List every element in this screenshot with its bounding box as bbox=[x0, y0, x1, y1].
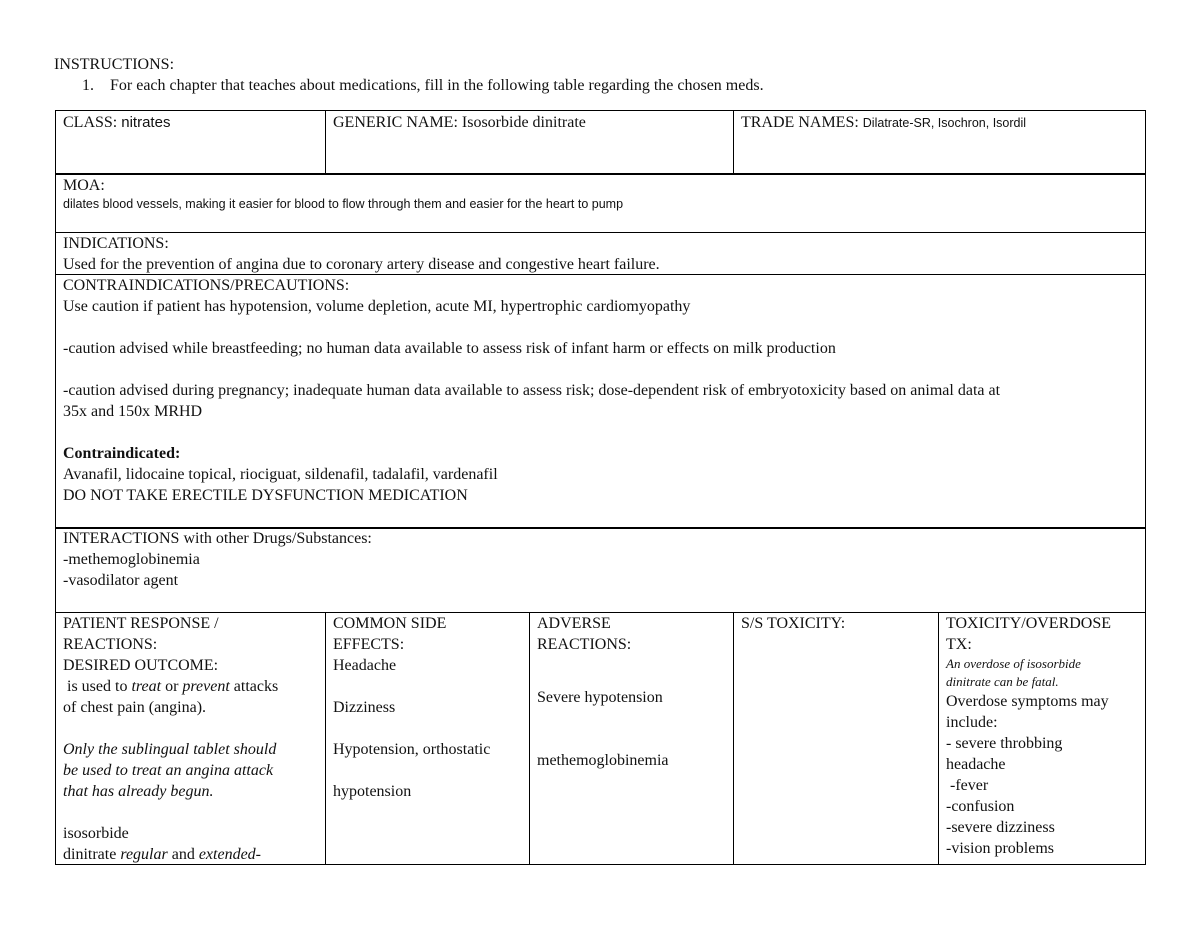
patient-response-label: REACTIONS: bbox=[63, 636, 158, 653]
overdose-label: TOXICITY/OVERDOSE bbox=[946, 615, 1112, 632]
overdose-symptoms-intro: Overdose symptoms may bbox=[946, 693, 1109, 710]
overdose-warning: dinitrate can be fatal. bbox=[946, 674, 1059, 689]
class-cell bbox=[55, 112, 325, 133]
toxicity-cell bbox=[733, 613, 938, 634]
moa-cell bbox=[55, 175, 1146, 212]
overdose-symptom: - severe throbbing bbox=[946, 735, 1063, 752]
side-effects-cell bbox=[325, 613, 529, 802]
interactions-label: INTERACTIONS with other Drugs/Substances: bbox=[63, 530, 372, 547]
adverse-reaction-item: methemoglobinemia bbox=[537, 752, 669, 769]
overdose-warning: An overdose of isosorbide bbox=[946, 656, 1081, 671]
sublingual-note: be used to treat an angina attack bbox=[63, 762, 274, 779]
column-divider bbox=[733, 612, 734, 865]
side-effect-item: Hypotension, orthostatic bbox=[333, 741, 491, 758]
moa-label: MOA: bbox=[63, 177, 105, 194]
desired-outcome-text: of chest pain (angina). bbox=[63, 699, 207, 716]
overdose-symptom: -confusion bbox=[946, 798, 1015, 815]
overdose-symptom: -vision problems bbox=[946, 840, 1054, 857]
indications-text: Used for the prevention of angina due to coronary artery disease and congestive heart failure. bbox=[63, 256, 660, 273]
contraindications-line: -caution advised while breastfeeding; no human data available to assess risk of infant harm or effects on milk production bbox=[63, 340, 836, 357]
overdose-symptom: -severe dizziness bbox=[946, 819, 1055, 836]
indications-cell bbox=[55, 233, 1146, 275]
trade-names-label: TRADE NAMES: bbox=[741, 114, 859, 131]
instructions-heading: INSTRUCTIONS: bbox=[54, 56, 175, 73]
class-value: nitrates bbox=[121, 114, 171, 131]
adverse-reactions-cell bbox=[529, 613, 733, 771]
instructions-item bbox=[82, 76, 764, 96]
side-effects-label: EFFECTS: bbox=[333, 636, 405, 653]
moa-text: dilates blood vessels, making it easier for blood to flow through them and easier for the heart to pump bbox=[63, 197, 624, 211]
adverse-reactions-label: REACTIONS: bbox=[537, 636, 632, 653]
side-effect-item: hypotension bbox=[333, 783, 412, 800]
side-effect-item: Headache bbox=[333, 657, 397, 674]
overdose-symptom: -fever bbox=[946, 777, 989, 794]
patient-response-cell bbox=[55, 613, 325, 865]
contraindications-line: 35x and 150x MRHD bbox=[63, 403, 203, 420]
contraindications-line: -caution advised during pregnancy; inadequate human data available to assess risk; dose-dependent risk of embryotoxicity based on animal data at bbox=[63, 382, 1001, 399]
side-effects-label: COMMON SIDE bbox=[333, 615, 447, 632]
instructions-item-number: 1. bbox=[82, 77, 94, 94]
extra-note: isosorbide bbox=[63, 825, 129, 842]
desired-outcome-label: DESIRED OUTCOME: bbox=[63, 657, 219, 674]
trade-names-cell bbox=[733, 112, 1146, 134]
extra-note: dinitrate regular and extended- bbox=[63, 846, 262, 863]
contraindications-cell bbox=[55, 275, 1146, 506]
interaction-item: -vasodilator agent bbox=[63, 572, 179, 589]
trade-names-value: Dilatrate-SR, Isochron, Isordil bbox=[862, 116, 1027, 130]
contraindications-label: CONTRAINDICATIONS/PRECAUTIONS: bbox=[63, 277, 350, 294]
adverse-reaction-item: Severe hypotension bbox=[537, 689, 663, 706]
sublingual-note: Only the sublingual tablet should bbox=[63, 741, 277, 758]
instructions-item-text: For each chapter that teaches about medications, fill in the following table regarding the chosen meds. bbox=[110, 77, 764, 94]
toxicity-label: S/S TOXICITY: bbox=[741, 615, 846, 632]
patient-response-label: PATIENT RESPONSE / bbox=[63, 615, 219, 632]
overdose-symptoms-intro: include: bbox=[946, 714, 998, 731]
desired-outcome-text: is used to treat or prevent attacks bbox=[63, 678, 279, 695]
contraindications-line: Use caution if patient has hypotension, volume depletion, acute MI, hypertrophic cardiomyopathy bbox=[63, 298, 691, 315]
class-label: CLASS: bbox=[63, 114, 118, 131]
generic-name-label: GENERIC NAME: bbox=[333, 114, 458, 131]
generic-name-cell bbox=[325, 112, 733, 133]
side-effect-item: Dizziness bbox=[333, 699, 396, 716]
contraindicated-warning: DO NOT TAKE ERECTILE DYSFUNCTION MEDICATION bbox=[63, 487, 468, 504]
contraindicated-label: Contraindicated: bbox=[63, 445, 181, 462]
interaction-item: -methemoglobinemia bbox=[63, 551, 200, 568]
adverse-reactions-label: ADVERSE bbox=[537, 615, 611, 632]
overdose-cell bbox=[938, 613, 1146, 859]
generic-name-value: Isosorbide dinitrate bbox=[461, 114, 586, 131]
contraindicated-list: Avanafil, lidocaine topical, riociguat, sildenafil, tadalafil, vardenafil bbox=[63, 466, 498, 483]
overdose-symptom: headache bbox=[946, 756, 1006, 773]
overdose-label: TX: bbox=[946, 636, 972, 653]
interactions-cell bbox=[55, 528, 1146, 591]
indications-label: INDICATIONS: bbox=[63, 235, 169, 252]
sublingual-note: that has already begun. bbox=[63, 783, 214, 800]
